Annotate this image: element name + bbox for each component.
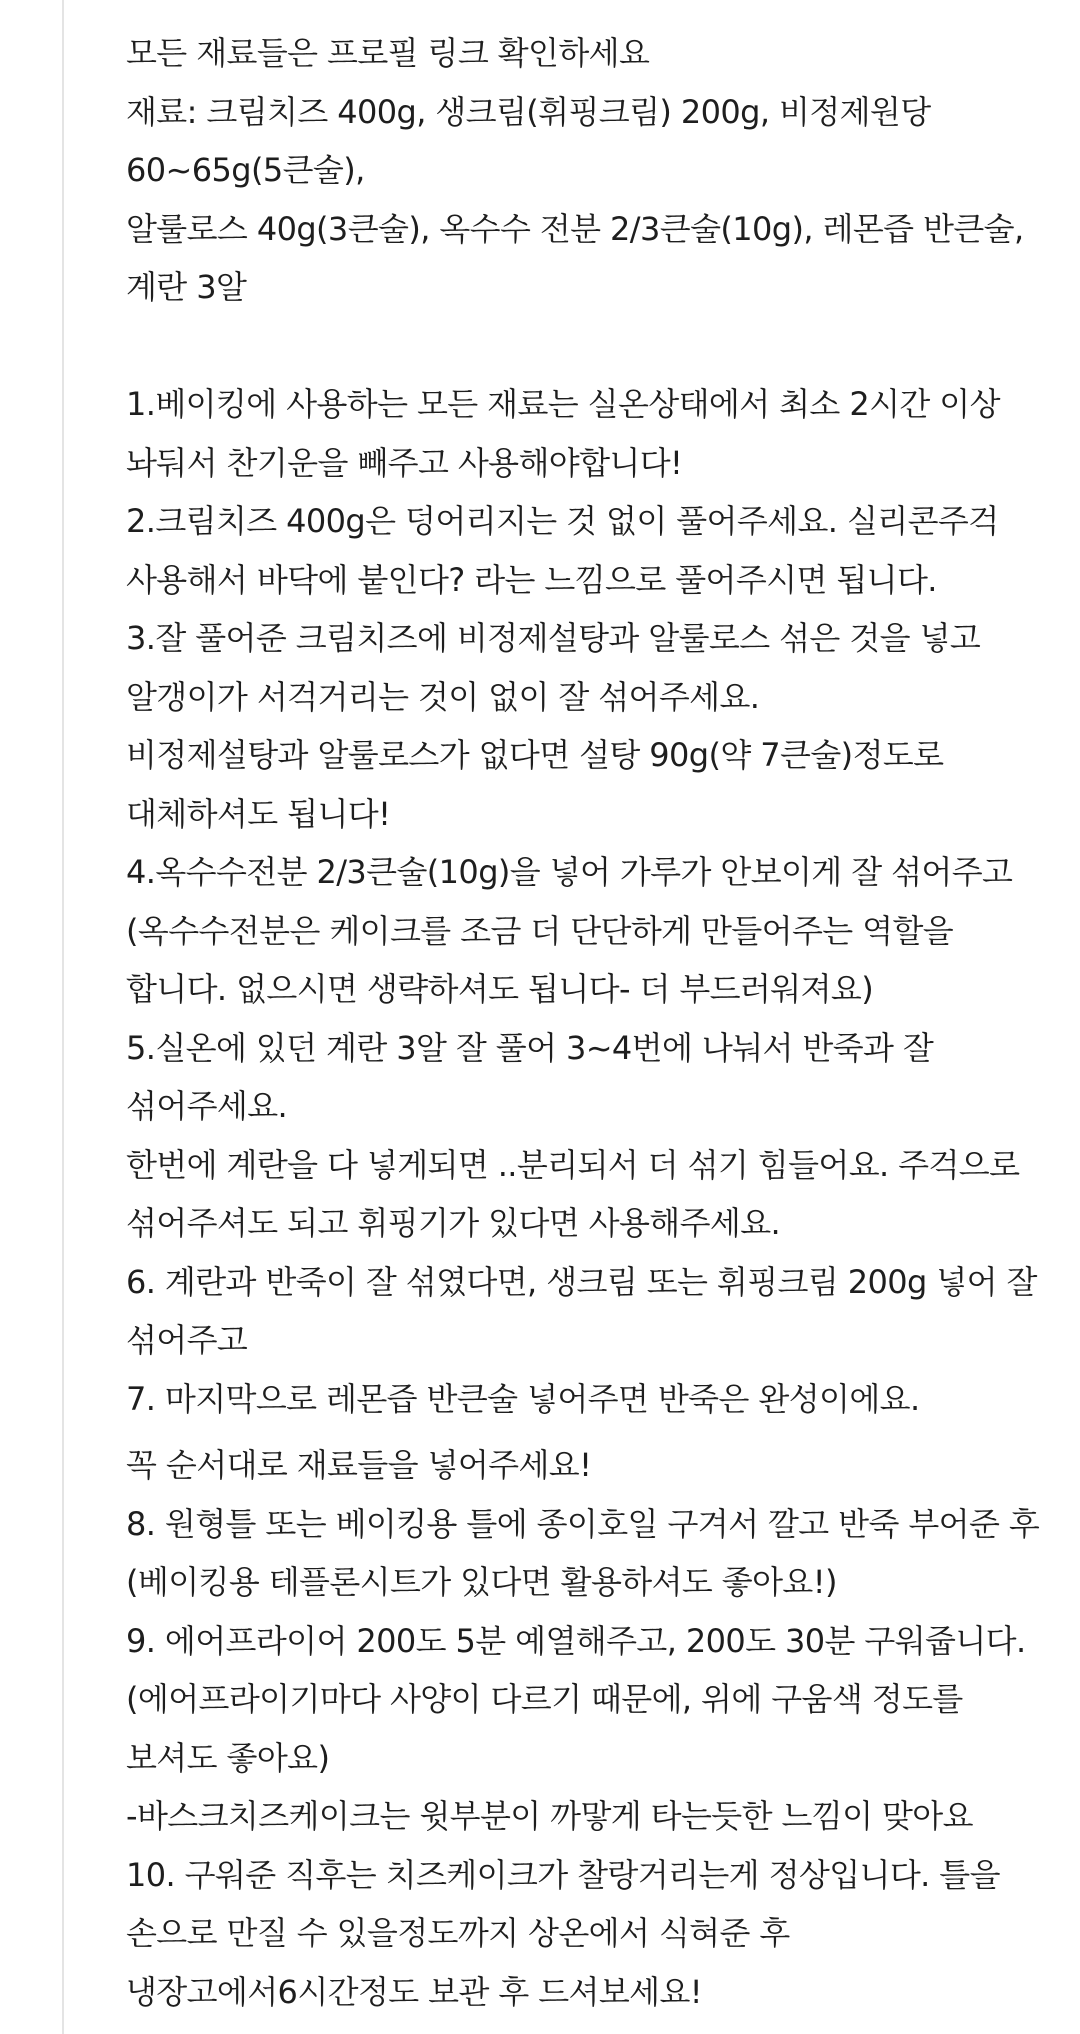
step-line: (옥수수전분은 케이크를 조금 더 단단하게 만들어주는 역할을 <box>126 911 954 950</box>
step-line: 8. 원형틀 또는 베이킹용 틀에 종이호일 구겨서 깔고 반죽 부어준 후 <box>126 1504 1040 1543</box>
step-line: 3.잘 풀어준 크림치즈에 비정제설탕과 알룰로스 섞은 것을 넣고 <box>126 619 981 657</box>
ingredients-line: 계란 3알 <box>126 268 247 306</box>
step-line: -바스크치즈케이크는 윗부분이 까맣게 타는듯한 느낌이 맞아요 <box>126 1797 973 1835</box>
step-line: (베이킹용 테플론시트가 있다면 활용하셔도 좋아요!) <box>126 1563 837 1601</box>
step-line: 비정제설탕과 알룰로스가 없다면 설탕 90g(약 7큰술)정도로 <box>126 736 944 774</box>
step-line: 2.크림치즈 400g은 덩어리지는 것 없이 풀어주세요. 실리콘주걱 <box>126 502 999 540</box>
steps-block-1 <box>126 375 1037 1428</box>
step-line: 합니다. 없으시면 생략하셔도 됩니다- 더 부드러워져요) <box>126 970 874 1008</box>
ingredients-block <box>126 83 1026 317</box>
step-line: 섞어주세요. <box>126 1087 288 1125</box>
step-line: 놔둬서 찬기운을 빼주고 사용해야합니다! <box>126 443 683 482</box>
recipe-text <box>126 24 1040 2021</box>
step-line: 꼭 순서대로 재료들을 넣어주세요! <box>126 1446 592 1484</box>
paragraph-gap <box>126 1428 1026 1436</box>
step-line: 대체하셔도 됩니다! <box>126 794 391 833</box>
step-line: 섞어주셔도 되고 휘핑기가 있다면 사용해주세요. <box>126 1204 781 1242</box>
step-line: (에어프라이기마다 사양이 다르기 때문에, 위에 구움색 정도를 <box>126 1680 963 1718</box>
step-line: 7. 마지막으로 레몬즙 반큰술 넣어주면 반죽은 완성이에요. <box>126 1379 920 1418</box>
step-line: 섞어주고 <box>126 1321 248 1359</box>
step-line: 손으로 만질 수 있을정도까지 상온에서 식혀준 후 <box>126 1914 790 1952</box>
ingredients-line: 재료: 크림치즈 400g, 생크림(휘핑크림) 200g, 비정제원당 <box>126 92 931 131</box>
step-line: 10. 구워준 직후는 치즈케이크가 찰랑거리는게 정상입니다. 틀을 <box>126 1855 1000 1894</box>
step-line: 4.옥수수전분 2/3큰술(10g)을 넣어 가루가 안보이게 잘 섞어주고 <box>126 853 1013 891</box>
step-line: 알갱이가 서걱거리는 것이 없이 잘 섞어주세요. <box>126 677 760 716</box>
step-line: 냉장고에서6시간정도 보관 후 드셔보세요! <box>126 1972 703 2011</box>
step-line: 1.베이킹에 사용하는 모든 재료는 실온상태에서 최소 2시간 이상 <box>126 385 1000 423</box>
step-line: 사용해서 바닥에 붙인다? 라는 느낌으로 풀어주시면 됩니다. <box>126 560 937 599</box>
left-margin-rule <box>62 0 64 2034</box>
steps-block-2 <box>126 1436 1040 2021</box>
step-line: 5.실온에 있던 계란 3알 잘 풀어 3~4번에 나눠서 반죽과 잘 <box>126 1028 934 1067</box>
ingredients-line: 60~65g(5큰술), <box>126 151 365 189</box>
step-line: 9. 에어프라이어 200도 5분 예열해주고, 200도 30분 구워줍니다. <box>126 1621 1026 1660</box>
intro-line: 모든 재료들은 프로필 링크 확인하세요 <box>126 34 650 72</box>
ingredients-line: 알룰로스 40g(3큰술), 옥수수 전분 2/3큰술(10g), 레몬즙 반큰술, <box>126 209 1024 248</box>
blank-line <box>126 317 1026 376</box>
step-line: 한번에 계란을 다 넣게되면 ..분리되서 더 섞기 힘들어요. 주걱으로 <box>126 1145 1020 1184</box>
step-line: 보셔도 좋아요) <box>126 1738 330 1777</box>
step-line: 6. 계란과 반죽이 잘 섞였다면, 생크림 또는 휘핑크림 200g 넣어 잘 <box>126 1262 1037 1301</box>
